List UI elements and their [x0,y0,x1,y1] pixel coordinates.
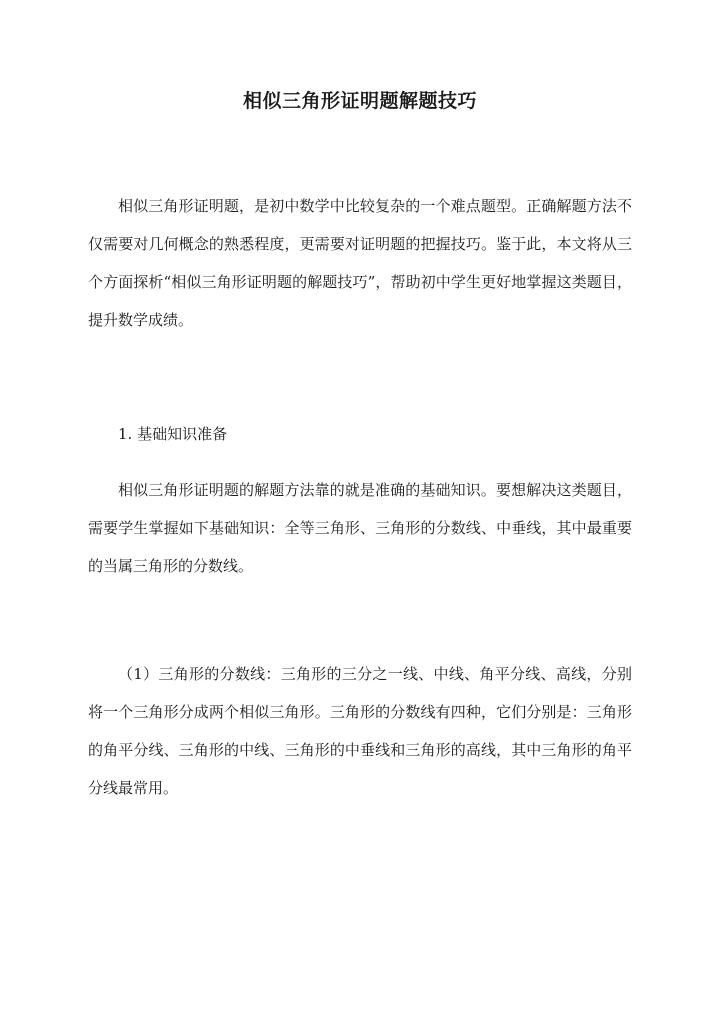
intro-paragraph: 相似三角形证明题，是初中数学中比较复杂的一个难点题型。正确解题方法不仅需要对几何概念的熟悉程度，更需要对证明题的把握技巧。鉴于此，本文将从三个方面探析“相似三角形证明题的解题技巧”，帮助初中学生更好地掌握这类题目，提升数学成绩。 [88,197,632,329]
document-title: 相似三角形证明题解题技巧 [242,90,477,112]
section-paragraph-basic-knowledge: 相似三角形证明题的解题方法靠的就是准确的基础知识。要想解决这类题目，需要学生掌握如下基础知识：全等三角形、三角形的分数线、中垂线，其中最重要的当属三角形的分数线。 [88,481,632,575]
section-heading-basic-knowledge: 1. 基础知识准备 [118,425,228,443]
point-paragraph-triangle-lines: （1）三角形的分数线：三角形的三分之一线、中线、角平分线、高线，分别将一个三角形分成两个相似三角形。三角形的分数线有四种，它们分别是：三角形的角平分线、三角形的中线、三角形的中垂线和三角形的高线，其中三角形的角平分线最常用。 [88,665,632,797]
